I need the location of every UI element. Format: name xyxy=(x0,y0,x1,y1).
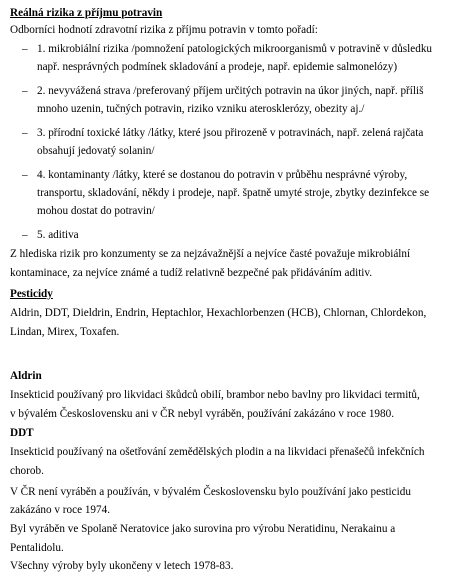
section-heading-pesticides: Pesticidy xyxy=(10,288,53,300)
section-heading-ddt: DDT xyxy=(10,427,34,439)
list-item-line: mnoho uzenin, tučných potravin, riziko vzniku aterosklerózy, obezity aj./ xyxy=(37,103,365,115)
paragraph-line: chorob. xyxy=(10,465,44,477)
list-item-line: 5. aditiva xyxy=(37,229,79,241)
list-item-line: obsahují jedovatý solanin/ xyxy=(37,145,155,157)
list-item-line: 1. mikrobiální rizika /pomnožení patologických mikroorganismů v potravině v důsledku xyxy=(37,43,433,55)
list-item-line: mohou dostat do potravin/ xyxy=(37,205,155,217)
list-item-line: 4. kontaminanty /látky, které se dostanou do potravin v průběhu nesprávné výroby, xyxy=(37,169,408,181)
paragraph-line: zakázáno v roce 1974. xyxy=(10,504,111,516)
list-item-line: 3. přírodní toxické látky /látky, které jsou přirozeně v potravinách, např. zelená rajčata xyxy=(37,127,424,139)
bullet-dash: – xyxy=(22,43,28,55)
paragraph-line: Insekticid používaný na ošetřování zemědělských plodin a na likvidaci přenašečů infekčních xyxy=(10,446,425,458)
list-item-line: např. nesprávných podmínek skladování a prodeje, např. epidemie salmonelózy) xyxy=(37,61,398,73)
list-item-line: 2. nevyvážená strava /preferovaný příjem určitých potravin na úkor jiných, např. příliš xyxy=(37,85,424,97)
paragraph-line: Z hlediska rizik pro konzumenty se za nejzávažnější a nejvíce časté považuje mikrobiální xyxy=(10,248,411,260)
bullet-dash: – xyxy=(22,229,28,241)
paragraph-line: Aldrin, DDT, Dieldrin, Endrin, Heptachlor, Hexachlorbenzen (HCB), Chlornan, Chlordekon, xyxy=(10,307,427,319)
paragraph-line: v bývalém Československu ani v ČR nebyl vyráběn, používání zakázáno v roce 1980. xyxy=(10,408,395,420)
section-heading-real-risks: Reálná rizika z příjmu potravin xyxy=(10,7,163,19)
bullet-dash: – xyxy=(22,169,28,181)
paragraph-line: kontaminace, za nejvíce známé a tudíž relativně bezpečné pak přidáváním aditiv. xyxy=(10,267,373,279)
paragraph-line: Všechny výroby byly ukončeny v letech 1978-83. xyxy=(10,560,234,572)
paragraph-line: Insekticid používaný pro likvidaci škůdců obilí, brambor nebo bavlny pro likvidaci termitů, xyxy=(10,389,420,401)
list-item-line: transportu, skladování, někdy i prodeje, např. špatně umyté stroje, zbytky dezinfekce se xyxy=(37,187,430,199)
bullet-dash: – xyxy=(22,127,28,139)
bullet-dash: – xyxy=(22,85,28,97)
paragraph-line: V ČR není vyráběn a používán, v bývalém Československu bylo používání jako pesticidu xyxy=(10,486,411,498)
paragraph-line: Byl vyráběn ve Spolaně Neratovice jako surovina pro výrobu Neratidinu, Nerakainu a xyxy=(10,523,396,535)
paragraph-line: Pentalidolu. xyxy=(10,542,64,554)
section-heading-aldrin: Aldrin xyxy=(10,370,42,382)
paragraph-line: Lindan, Mirex, Toxafen. xyxy=(10,326,120,338)
paragraph-line: Odborníci hodnotí zdravotní rizika z příjmu potravin v tomto pořadí: xyxy=(10,24,318,36)
